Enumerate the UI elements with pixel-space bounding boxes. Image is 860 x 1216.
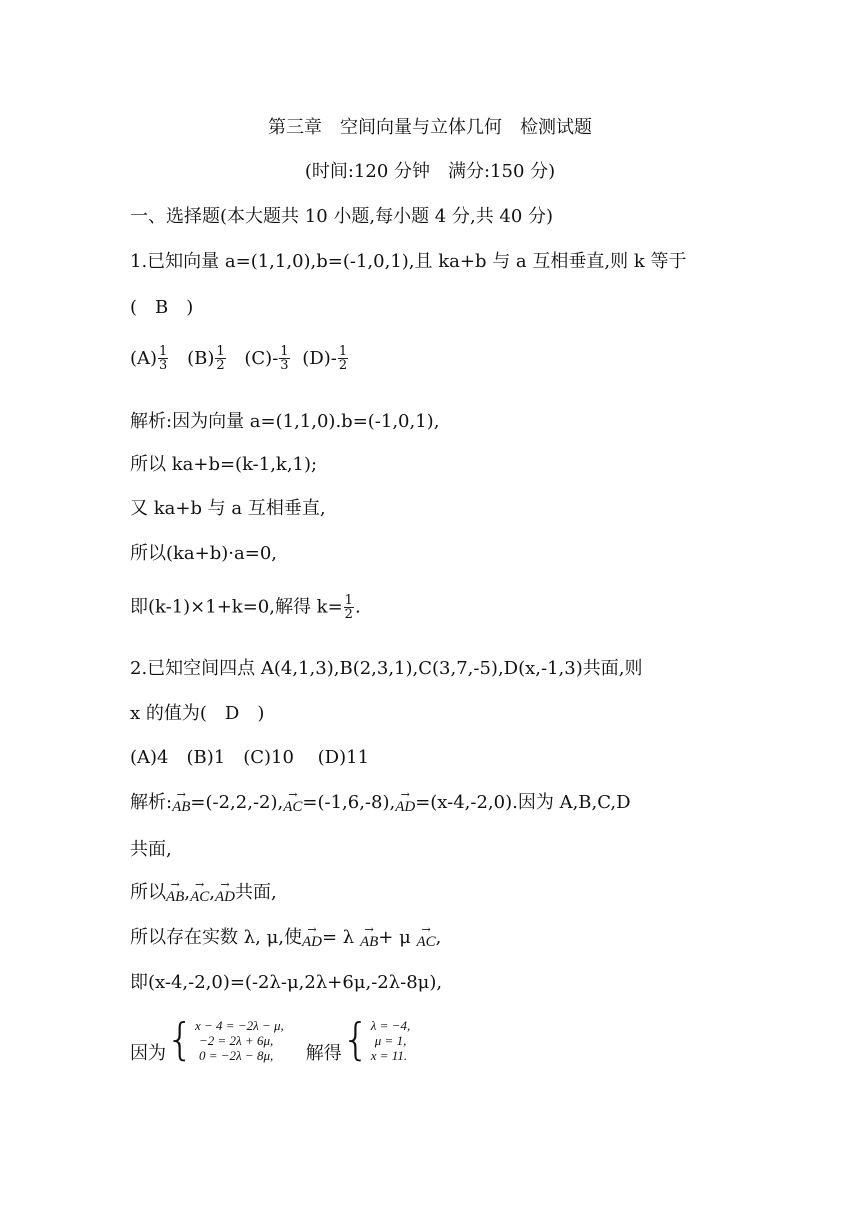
- q1-solution-line1: 解析:因为向量 a=(1,1,0).b=(-1,0,1),: [130, 411, 440, 432]
- q1-option-a: (A) $\frac{1}{3}$: [130, 344, 168, 373]
- q2-solution-line1: 解析: → AB =(-2,2,-2), → AC =(-1,6,-8), → AD =(x-4,-2,0).因为 A,B,C,D: [130, 788, 631, 815]
- q1-option-d: (D)- $\frac{1}{2}$: [302, 344, 348, 373]
- page-title: 第三章 空间向量与立体几何 检测试题: [268, 117, 592, 138]
- equation-system: { x − 4 = −2λ − μ, −2 = 2λ + 6μ, 0 = −2λ − 8μ,: [166, 1014, 284, 1065]
- vector-ad: → AD: [395, 788, 416, 815]
- q1-option-b: (B) $\frac{1}{2}$: [187, 344, 225, 373]
- vector-ad: → AD: [302, 923, 322, 950]
- q2-stem-line2: x 的值为( D ): [130, 703, 265, 724]
- q2-options: (A)4 (B)1 (C)10 (D)11: [130, 747, 370, 768]
- q2-solution-line5: 即(x-4,-2,0)=(-2λ-μ,2λ+6μ,-2λ-8μ),: [130, 972, 443, 993]
- q1-stem-line2: ( B ): [130, 297, 194, 318]
- section-heading: 一、选择题(本大题共 10 小题,每小题 4 分,共 40 分): [130, 206, 554, 227]
- q1-solution-line4: 所以(ka+b)·a=0,: [130, 543, 277, 564]
- q2-solution-line2: 共面,: [130, 839, 172, 860]
- vector-ac: → AC: [283, 788, 303, 815]
- q2-stem-line1: 2.已知空间四点 A(4,1,3),B(2,3,1),C(3,7,-5),D(x,-1,3)共面,则: [130, 658, 643, 679]
- q1-solution-line5: 即(k-1)×1+k=0,解得 k= $\frac{1}{2}$ .: [130, 593, 361, 622]
- vector-ad: → AD: [214, 878, 235, 905]
- vector-ac: → AC: [190, 878, 210, 905]
- q2-solution-line3: 所以 → AB , → AC , → AD 共面,: [130, 878, 277, 905]
- vector-ac: → AC: [416, 923, 436, 950]
- vector-ab: → AB: [359, 923, 379, 950]
- page-subtitle: (时间:120 分钟 满分:150 分): [304, 161, 556, 182]
- vector-ab: → AB: [166, 878, 185, 905]
- q1-solution-line2: 所以 ka+b=(k-1,k,1);: [130, 454, 318, 475]
- q1-stem-line1: 1.已知向量 a=(1,1,0),b=(-1,0,1),且 ka+b 与 a 互相垂直,则 k 等于: [130, 251, 687, 272]
- q2-solution-line6: 因为 { x − 4 = −2λ − μ, −2 = 2λ + 6μ, 0 = −2λ − 8μ, 解得 { λ = −4, μ = 1, x = 11.: [130, 1014, 411, 1065]
- q2-solution-line4: 所以存在实数 λ, μ,使 → AD = λ → AB + μ → AC ,: [130, 923, 442, 950]
- q1-option-c: (C)- $\frac{1}{3}$: [244, 344, 289, 373]
- q1-solution-line3: 又 ka+b 与 a 互相垂直,: [130, 498, 326, 519]
- q1-options: [130, 345, 349, 372]
- vector-ab: → AB: [172, 788, 191, 815]
- solution-system: { λ = −4, μ = 1, x = 11.: [341, 1014, 411, 1065]
